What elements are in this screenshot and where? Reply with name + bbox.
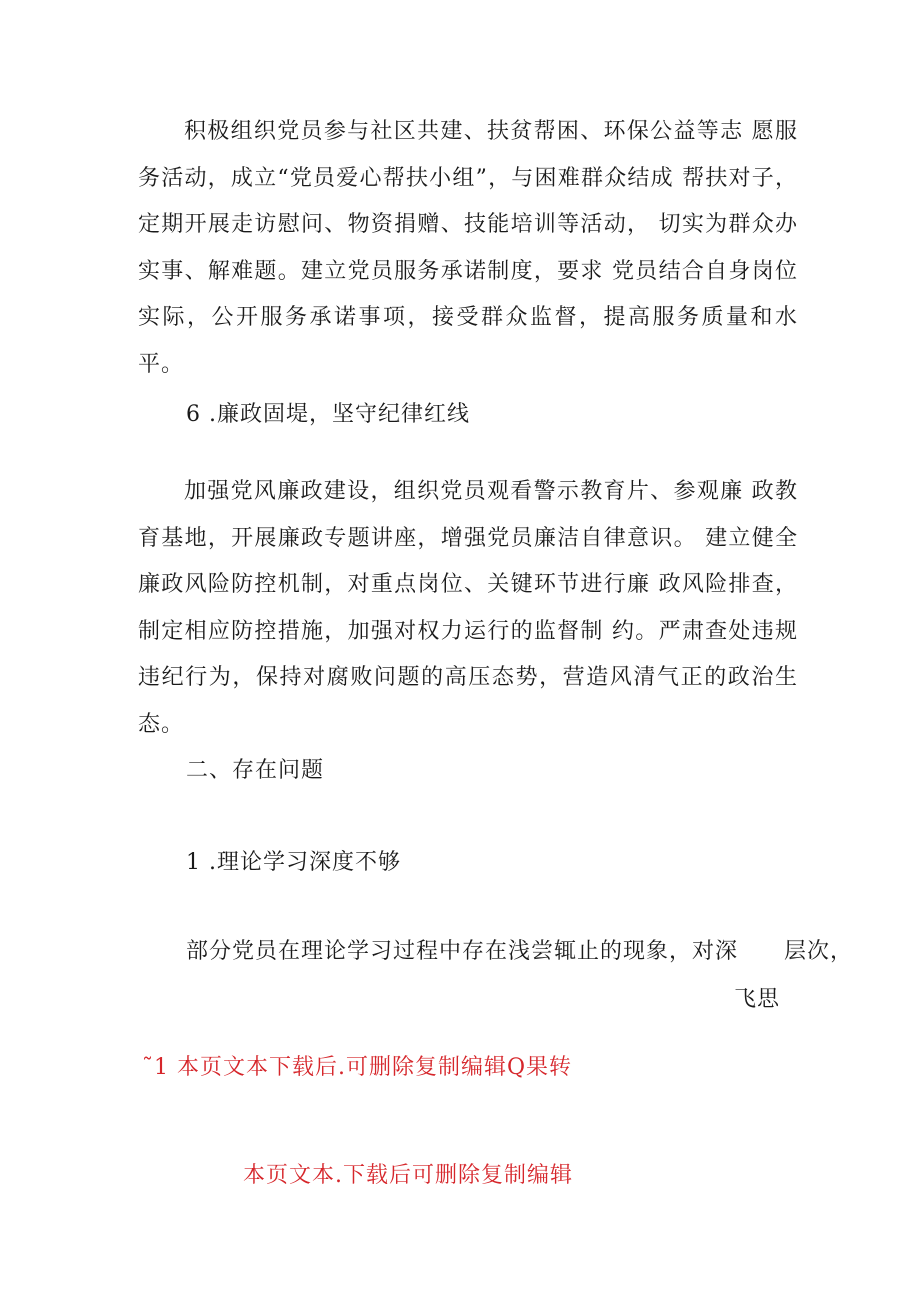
watermark-text-1: 本页文本下载后.可删除复制编辑Q果转 [177, 1055, 573, 1080]
paragraph-integrity [138, 469, 798, 748]
paragraph-volunteer-service-text: 积极组织党员参与社区共建、扶贫帮困、环保公益等志 愿服务活动，成立“党员爱心帮扶小组”，与困难群众结成 帮扶对子，定期开展走访慰问、物资捐赠、技能培训等活动， 切实为群众办实事、解难题。建立党员服务承诺制度，要求 党员结合自身岗位实际，公开服务承诺事项，接受群众监督，提高服务质量和水平。 [138, 119, 798, 377]
heading-item-1: 1 .理论学习深度不够 [186, 850, 401, 875]
paragraph-integrity-text: 加强党风廉政建设，组织党员观看警示教育片、参观廉 政教育基地，开展廉政专题讲座，增强党员廉洁自律意识。 建立健全廉政风险防控机制，对重点岗位、关键环节进行廉 政风险排查，制定相应防控措施，加强对权力运行的监督制 约。严肃查处违规违纪行为，保持对腐败问题的高压态势，营造风清气正的政治生态。 [138, 479, 798, 737]
watermark-line-2: 本页文本.下载后可删除复制编辑 [243, 1163, 573, 1188]
section-heading-problems: 二、存在问题 [186, 758, 325, 783]
watermark-prefix: ˜1 [142, 1055, 169, 1080]
heading-item-6: 6 .廉政固堤，坚守纪律红线 [186, 402, 470, 427]
paragraph-tail-fragment: 飞思 [734, 987, 781, 1012]
paragraph-volunteer-service [138, 109, 798, 388]
paragraph-theory-study: 部分党员在理论学习过程中存在浅尝辄止的现象，对深 层次， [186, 939, 854, 964]
watermark-line-1 [142, 1054, 572, 1082]
